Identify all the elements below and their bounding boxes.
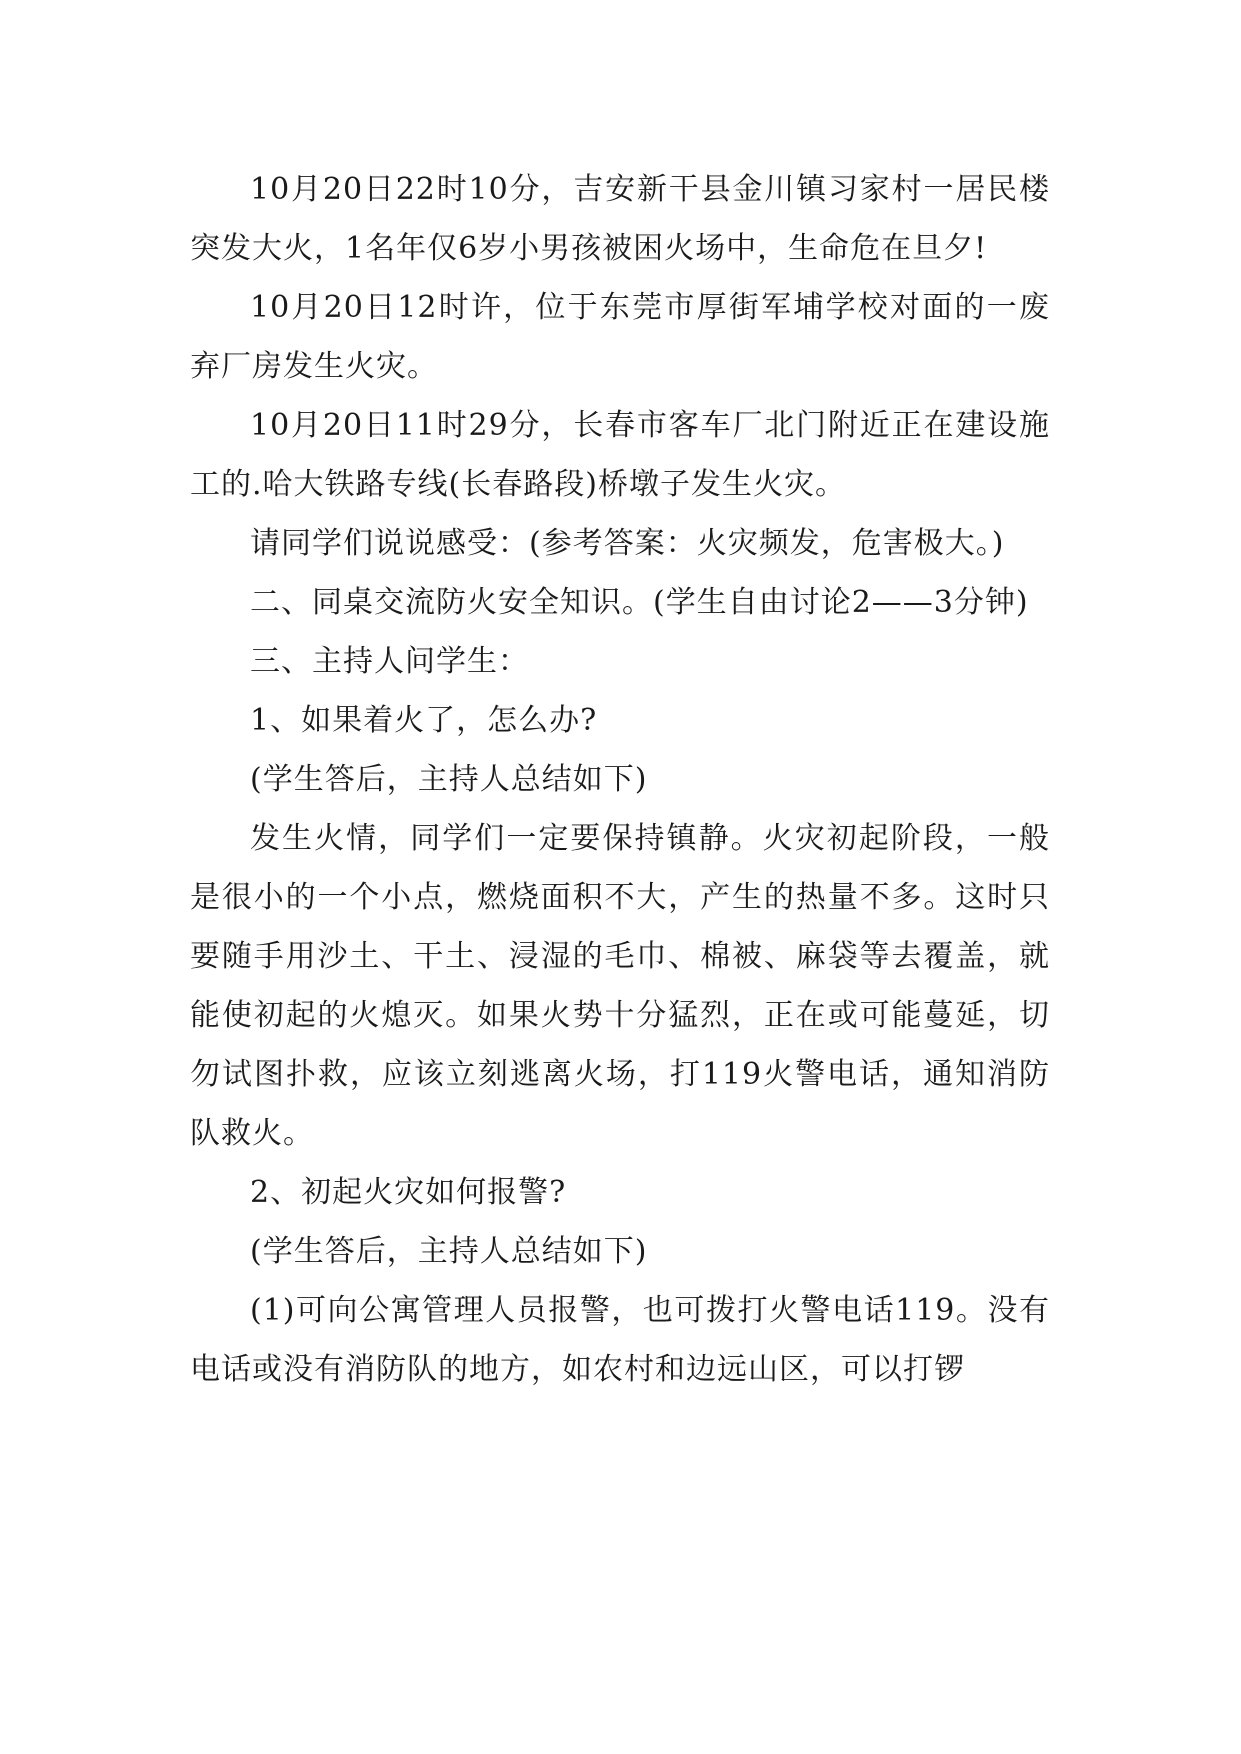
answer-two-part-one: (1)可向公寓管理人员报警，也可拨打火警电话119。没有电话或没有消防队的地方，如农村和边远山区，可以打锣: [190, 1293, 1050, 1387]
question-one: 1、如果着火了，怎么办?: [250, 703, 598, 738]
host-summary-note-two: (学生答后，主持人总结如下): [250, 1234, 648, 1269]
paragraph-share-feelings: 请同学们说说感受：(参考答案：火灾频发，危害极大。): [250, 526, 1005, 561]
paragraph-changchun-fire: 10月20日11时29分，长春市客车厂北门附近正在建设施工的.哈大铁路专线(长春路段)桥墩子发生火灾。: [190, 408, 1050, 502]
section-heading-three: 三、主持人问学生：: [250, 644, 529, 679]
answer-one: 发生火情，同学们一定要保持镇静。火灾初起阶段，一般是很小的一个小点，燃烧面积不大，产生的热量不多。这时只要随手用沙土、干土、浸湿的毛巾、棉被、麻袋等去覆盖，就能使初起的火熄灭。如果火势十分猛烈，正在或可能蔓延，切勿试图扑救，应该立刻逃离火场，打119火警电话，通知消防队救火。: [190, 821, 1050, 1151]
paragraph-xingan-fire: 10月20日22时10分，吉安新干县金川镇习家村一居民楼突发大火，1名年仅6岁小男孩被困火场中，生命危在旦夕!: [190, 172, 1050, 266]
host-summary-note-one: (学生答后，主持人总结如下): [250, 762, 648, 797]
paragraph-dongguan-fire: 10月20日12时许，位于东莞市厚街军埔学校对面的一废弃厂房发生火灾。: [190, 290, 1050, 384]
document-body: [190, 160, 1050, 1399]
section-heading-two: 二、同桌交流防火安全知识。(学生自由讨论2——3分钟): [250, 585, 1029, 620]
question-two: 2、初起火灾如何报警?: [250, 1175, 567, 1210]
